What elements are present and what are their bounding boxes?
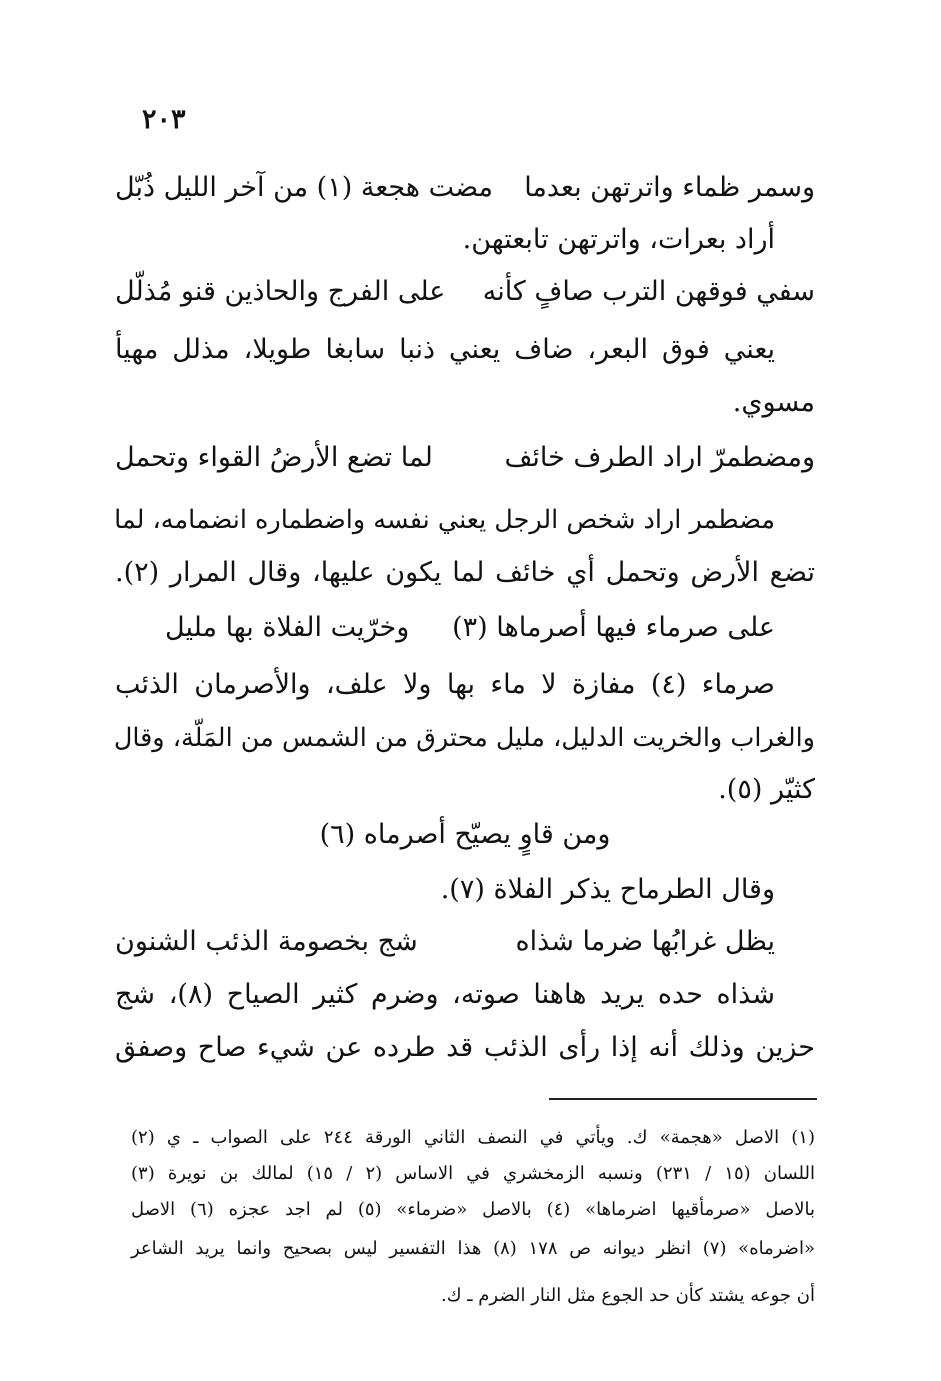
verse-first-hemistich: على صرماء فيها أصرماها (٣): [452, 612, 775, 643]
text-line: حزين وذلك أنه إذا رأى الذئب قد طرده عن شيء صاح وصفق: [115, 1032, 815, 1063]
verse-line: [115, 922, 775, 962]
text-line: وقال الطرماح يذكر الفلاة (٧).: [440, 874, 775, 905]
verse-line: [115, 168, 815, 208]
verse-first-hemistich: وسمر ظماء واترتهن بعدما: [524, 172, 815, 203]
footnote-line: أن جوعه يشتد كأن حد الجوع مثل النار الضرم ـ ك.: [441, 1285, 815, 1306]
footnote-line: (١) الاصل «هجمة» ك. ويأتي في النصف الثاني الورقة ٢٤٤ على الصواب ـ ي (٢): [131, 1127, 815, 1148]
text-line: صرماء (٤) مفازة لا ماء بها ولا علف، والأصرمان الذئب: [115, 669, 775, 700]
verse-line: [115, 438, 815, 478]
text-line: والغراب والخريت الدليل، مليل محترق من الشمس من المَلّة، وقال: [113, 723, 815, 753]
footnote-line: اللسان (١٥ / ٢٣١) ونسبه الزمخشري في الاساس (٢ / ١٥) لمالك بن نويرة (٣): [131, 1163, 815, 1184]
verse-second-hemistich: لما تضع الأرضُ القواء وتحمل: [115, 442, 433, 473]
text-line: تضع الأرض وتحمل أي خائف لما يكون عليها، وقال المرار (٢).: [115, 557, 815, 588]
verse-first-hemistich: يظل غرابُها ضرما شذاه: [515, 926, 775, 957]
text-line: كثيّر (٥).: [718, 774, 815, 805]
page-number: ٢٠٣: [142, 104, 186, 135]
verse-line: [115, 272, 815, 312]
verse-second-hemistich: على الفرج والحاذين قنو مُذلّل: [115, 276, 446, 307]
centered-verse: ومن قاوٍ يصيّح أصرماه (٦): [319, 819, 611, 850]
verse-first-hemistich: سفي فوقهن الترب صافٍ كأنه: [482, 276, 815, 307]
footnote-line: بالاصل «صرمأقيها اضرماها» (٤) بالاصل «ضرماء» (٥) لم اجد عجزه (٦) الاصل: [131, 1199, 815, 1220]
footnote-divider: [549, 1098, 817, 1100]
text-line: يعني فوق البعر، ضاف يعني ذنبا سابغا طويلا، مذلل مهيأ: [115, 334, 775, 365]
footnote-line: «اضرماه» (٧) انظر ديوانه ص ١٧٨ (٨) هذا التفسير ليس بصحيح وانما يريد الشاعر: [131, 1238, 815, 1259]
text-line: مسوي.: [732, 387, 815, 418]
text-line: مضطمر اراد شخص الرجل يعني نفسه واضطماره انضمامه، لما: [114, 505, 775, 535]
text-line: شذاه حده يريد هاهنا صوته، وضرم كثير الصياح (٨)، شج: [115, 979, 775, 1010]
verse-second-hemistich: مضت هجعة (١) من آخر الليل ذُبّل: [115, 172, 493, 203]
verse-first-hemistich: ومضطمرّ اراد الطرف خائف: [504, 442, 815, 473]
verse-line: [165, 608, 775, 648]
verse-second-hemistich: شج بخصومة الذئب الشنون: [115, 926, 418, 957]
text-line: أراد بعرات، واترتهن تابعتهن.: [462, 224, 775, 255]
verse-second-hemistich: وخرّيت الفلاة بها مليل: [165, 612, 410, 643]
